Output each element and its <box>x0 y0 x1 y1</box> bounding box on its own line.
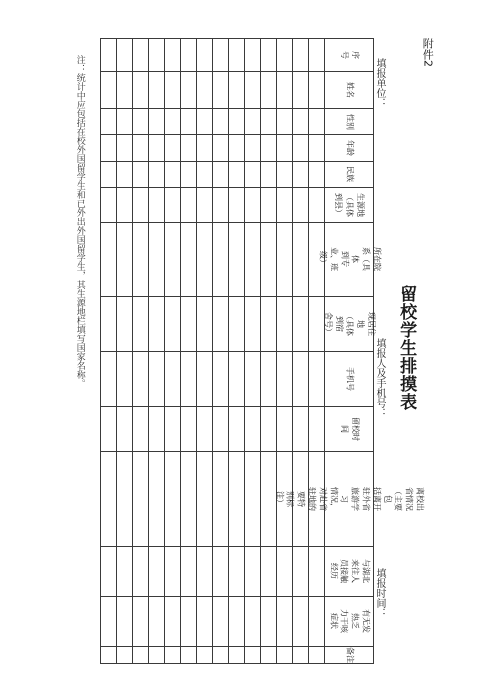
blank-entry-cell[interactable] <box>101 187 117 222</box>
blank-entry-cell[interactable] <box>165 109 181 135</box>
blank-entry-cell[interactable] <box>293 596 309 646</box>
column-header-label <box>333 193 365 217</box>
blank-entry-cell[interactable] <box>277 406 293 451</box>
blank-entry-cell[interactable] <box>149 351 165 406</box>
blank-entry-cell[interactable] <box>165 135 181 161</box>
blank-entry-cell[interactable] <box>117 546 133 596</box>
column-header-line: 与湖北来往人 <box>350 559 371 583</box>
attachment-label: 附件2 <box>421 38 435 67</box>
blank-entry-cell[interactable] <box>149 109 165 135</box>
blank-entry-cell[interactable] <box>181 222 197 296</box>
column-header-label <box>338 51 360 59</box>
blank-entry-cell[interactable] <box>213 406 229 451</box>
blank-entry-cell[interactable] <box>117 451 133 546</box>
blank-entry-cell[interactable] <box>165 596 181 646</box>
page-title: 留校学生排摸表 <box>396 285 417 411</box>
column-row <box>101 596 374 646</box>
blank-entry-cell[interactable] <box>245 109 261 135</box>
blank-entry-cell[interactable] <box>229 546 245 596</box>
column-header-label <box>344 647 355 663</box>
column-header <box>325 187 374 222</box>
fill-unit-label: 填报单位： <box>374 58 385 108</box>
blank-entry-cell[interactable] <box>101 222 117 296</box>
blank-entry-cell[interactable] <box>117 39 133 72</box>
blank-entry-cell[interactable] <box>197 161 213 187</box>
blank-entry-cell[interactable] <box>309 596 325 646</box>
column-header-line: 现居住地 <box>356 311 376 336</box>
column-header <box>325 39 374 72</box>
blank-entry-cell[interactable] <box>261 546 277 596</box>
column-header <box>275 451 425 546</box>
blank-entry-cell[interactable] <box>229 222 245 296</box>
blank-entry-cell[interactable] <box>101 296 117 351</box>
blank-entry-cell[interactable] <box>197 406 213 451</box>
blank-entry-cell[interactable] <box>261 39 277 72</box>
blank-entry-cell[interactable] <box>133 71 149 109</box>
blank-entry-cell[interactable] <box>261 187 277 222</box>
column-header <box>325 596 374 646</box>
blank-entry-cell[interactable] <box>117 596 133 646</box>
column-row <box>101 296 374 351</box>
blank-entry-cell[interactable] <box>213 109 229 135</box>
blank-entry-cell[interactable] <box>197 135 213 161</box>
blank-entry-cell[interactable] <box>133 406 149 451</box>
blank-entry-cell[interactable] <box>133 546 149 596</box>
blank-entry-cell[interactable] <box>245 351 261 406</box>
column-header <box>325 351 374 406</box>
column-header-label <box>322 312 376 336</box>
blank-entry-cell[interactable] <box>197 109 213 135</box>
column-header-line: 离校出省情况（主要包 <box>383 486 425 511</box>
column-row <box>101 39 374 72</box>
blank-entry-cell[interactable] <box>181 546 197 596</box>
column-header-line: 到县） <box>334 192 344 217</box>
blank-entry-cell[interactable] <box>309 646 325 664</box>
column-header-line: 民族 <box>345 166 355 183</box>
blank-entry-cell[interactable] <box>229 406 245 451</box>
blank-entry-cell[interactable] <box>117 161 133 187</box>
blank-entry-cell[interactable] <box>213 451 229 546</box>
blank-entry-cell[interactable] <box>277 596 293 646</box>
column-header-label <box>344 114 355 130</box>
blank-entry-cell[interactable] <box>261 161 277 187</box>
column-header-line: 号 <box>340 50 349 59</box>
blank-entry-cell[interactable] <box>133 109 149 135</box>
blank-entry-cell[interactable] <box>229 39 245 72</box>
blank-entry-cell[interactable] <box>277 109 293 135</box>
column-row <box>101 187 374 222</box>
blank-entry-cell[interactable] <box>197 222 213 296</box>
blank-entry-cell[interactable] <box>149 406 165 451</box>
blank-entry-cell[interactable] <box>261 351 277 406</box>
blank-entry-cell[interactable] <box>277 71 293 109</box>
blank-entry-cell[interactable] <box>277 351 293 406</box>
blank-entry-cell[interactable] <box>133 39 149 72</box>
blank-entry-cell[interactable] <box>181 71 197 109</box>
column-header-label <box>344 367 355 391</box>
blank-entry-cell[interactable] <box>293 161 309 187</box>
blank-entry-cell[interactable] <box>101 451 117 546</box>
blank-entry-cell[interactable] <box>181 135 197 161</box>
blank-entry-cell[interactable] <box>277 39 293 72</box>
fill-time-label: 填报时间： <box>374 568 385 618</box>
column-header-line: 括离开驻外省旅游学习 <box>340 486 382 511</box>
blank-entry-cell[interactable] <box>181 646 197 664</box>
column-header-line: 性别 <box>345 113 355 130</box>
column-row <box>101 161 374 187</box>
blank-entry-cell[interactable] <box>149 71 165 109</box>
blank-entry-cell[interactable] <box>181 351 197 406</box>
blank-entry-cell[interactable] <box>277 161 293 187</box>
blank-entry-cell[interactable] <box>213 646 229 664</box>
blank-entry-cell[interactable] <box>197 596 213 646</box>
column-row <box>101 222 374 296</box>
column-header <box>325 135 374 161</box>
blank-entry-cell[interactable] <box>229 646 245 664</box>
blank-entry-cell[interactable] <box>117 646 133 664</box>
blank-entry-cell[interactable] <box>213 187 229 222</box>
column-header-label <box>273 487 424 511</box>
blank-entry-cell[interactable] <box>293 351 309 406</box>
blank-entry-cell[interactable] <box>229 71 245 109</box>
blank-entry-cell[interactable] <box>165 187 181 222</box>
column-header-line: 舍号） <box>323 311 333 336</box>
blank-entry-cell[interactable] <box>261 596 277 646</box>
column-header <box>325 109 374 135</box>
blank-entry-cell[interactable] <box>197 39 213 72</box>
blank-entry-cell[interactable] <box>245 187 261 222</box>
blank-entry-cell[interactable] <box>309 546 325 596</box>
column-header-line: 别标注） <box>275 490 296 507</box>
blank-entry-cell[interactable] <box>293 39 309 72</box>
blank-entry-cell[interactable] <box>309 161 325 187</box>
column-header-line: 力干咳症状 <box>329 609 349 633</box>
blank-entry-cell[interactable] <box>197 187 213 222</box>
blank-entry-cell[interactable] <box>117 351 133 406</box>
blank-entry-cell[interactable] <box>277 135 293 161</box>
blank-entry-cell[interactable] <box>101 71 117 109</box>
blank-entry-cell[interactable] <box>213 71 229 109</box>
blank-entry-cell[interactable] <box>101 546 117 596</box>
column-header <box>325 161 374 187</box>
column-header <box>318 222 382 296</box>
blank-entry-cell[interactable] <box>309 351 325 406</box>
blank-entry-cell[interactable] <box>245 135 261 161</box>
blank-entry-cell[interactable] <box>149 222 165 296</box>
column-header-label <box>327 609 370 633</box>
blank-entry-cell[interactable] <box>133 135 149 161</box>
blank-entry-cell[interactable] <box>197 451 213 546</box>
blank-entry-cell[interactable] <box>117 187 133 222</box>
blank-entry-cell[interactable] <box>165 71 181 109</box>
blank-entry-cell[interactable] <box>133 187 149 222</box>
blank-entry-cell[interactable] <box>181 109 197 135</box>
blank-entry-cell[interactable] <box>293 296 309 351</box>
blank-entry-cell[interactable] <box>197 351 213 406</box>
column-row <box>101 109 374 135</box>
blank-entry-cell[interactable] <box>293 109 309 135</box>
blank-entry-cell[interactable] <box>133 596 149 646</box>
blank-entry-cell[interactable] <box>293 646 309 664</box>
blank-entry-cell[interactable] <box>309 71 325 109</box>
column-header-label <box>344 140 355 156</box>
blank-entry-cell[interactable] <box>213 222 229 296</box>
column-header-label <box>344 166 355 182</box>
blank-entry-cell[interactable] <box>261 109 277 135</box>
blank-entry-cell[interactable] <box>213 296 229 351</box>
blank-entry-cell[interactable] <box>101 351 117 406</box>
column-row <box>101 406 374 451</box>
blank-entry-cell[interactable] <box>181 451 197 546</box>
blank-entry-cell[interactable] <box>165 546 181 596</box>
column-header-line: 所在院系（具体 <box>350 247 382 272</box>
blank-entry-cell[interactable] <box>229 135 245 161</box>
column-row <box>101 71 374 109</box>
blank-entry-cell[interactable] <box>149 161 165 187</box>
blank-entry-cell[interactable] <box>229 296 245 351</box>
column-header-line: 备注 <box>345 646 355 663</box>
blank-entry-cell[interactable] <box>181 39 197 72</box>
column-row <box>101 451 374 546</box>
blank-entry-cell[interactable] <box>277 646 293 664</box>
blank-entry-cell[interactable] <box>277 187 293 222</box>
blank-entry-cell[interactable] <box>181 596 197 646</box>
blank-entry-cell[interactable] <box>181 406 197 451</box>
blank-entry-cell[interactable] <box>165 161 181 187</box>
blank-entry-cell[interactable] <box>117 71 133 109</box>
blank-entry-cell[interactable] <box>165 39 181 72</box>
blank-entry-cell[interactable] <box>117 222 133 296</box>
blank-entry-cell[interactable] <box>133 296 149 351</box>
column-header-line: （具体到宿 <box>334 311 355 336</box>
blank-entry-cell[interactable] <box>149 296 165 351</box>
blank-entry-cell[interactable] <box>261 406 277 451</box>
blank-entry-cell[interactable] <box>197 646 213 664</box>
blank-entry-cell[interactable] <box>133 451 149 546</box>
blank-entry-cell[interactable] <box>101 161 117 187</box>
blank-entry-cell[interactable] <box>133 646 149 664</box>
blank-entry-cell[interactable] <box>165 451 181 546</box>
column-header-label <box>327 559 370 583</box>
blank-entry-cell[interactable] <box>293 135 309 161</box>
column-row <box>101 546 374 596</box>
blank-entry-cell[interactable] <box>309 109 325 135</box>
column-header-line: 姓名 <box>345 81 355 98</box>
column-row <box>101 135 374 161</box>
footnote: 注：统计中应包括在校外国留学生和已外出外国留学生，其生源地栏填写国家名称。 <box>74 55 85 388</box>
column-header <box>325 296 374 351</box>
blank-entry-cell[interactable] <box>213 546 229 596</box>
blank-entry-cell[interactable] <box>245 451 261 546</box>
blank-entry-cell[interactable] <box>165 296 181 351</box>
blank-entry-cell[interactable] <box>117 406 133 451</box>
blank-entry-cell[interactable] <box>309 135 325 161</box>
column-header-label <box>317 247 382 271</box>
column-header <box>325 71 374 109</box>
blank-entry-cell[interactable] <box>117 109 133 135</box>
column-row <box>101 351 374 406</box>
blank-entry-cell[interactable] <box>229 451 245 546</box>
blank-entry-cell[interactable] <box>197 71 213 109</box>
blank-entry-cell[interactable] <box>229 109 245 135</box>
column-header-line: 年龄 <box>345 139 355 156</box>
column-header-line: 留校时间 <box>340 416 360 441</box>
blank-entry-cell[interactable] <box>245 646 261 664</box>
column-header-label <box>338 417 360 441</box>
column-header <box>325 406 374 451</box>
blank-entry-cell[interactable] <box>245 222 261 296</box>
blank-entry-cell[interactable] <box>245 161 261 187</box>
blank-entry-cell[interactable] <box>149 39 165 72</box>
blank-entry-cell[interactable] <box>229 351 245 406</box>
column-header-line: 情况，对赴省驻地的要特 <box>296 486 339 511</box>
blank-entry-cell[interactable] <box>133 161 149 187</box>
blank-entry-cell[interactable] <box>213 351 229 406</box>
blank-entry-cell[interactable] <box>277 222 293 296</box>
blank-entry-cell[interactable] <box>213 596 229 646</box>
blank-entry-cell[interactable] <box>213 135 229 161</box>
blank-entry-cell[interactable] <box>101 135 117 161</box>
column-header-line: 到专业、班级） <box>318 247 349 272</box>
column-header-line: 手机号 <box>345 366 355 391</box>
column-header-line: 生源地 <box>356 192 366 217</box>
blank-entry-cell[interactable] <box>165 351 181 406</box>
blank-entry-cell[interactable] <box>197 296 213 351</box>
column-header-line: 员接触经历 <box>329 559 349 583</box>
blank-entry-cell[interactable] <box>181 187 197 222</box>
blank-entry-cell[interactable] <box>261 222 277 296</box>
blank-entry-cell[interactable] <box>261 646 277 664</box>
fill-person-label: 填报人及手机号： <box>374 338 385 418</box>
blank-entry-cell[interactable] <box>101 596 117 646</box>
blank-entry-cell[interactable] <box>293 71 309 109</box>
blank-entry-cell[interactable] <box>149 187 165 222</box>
column-header-label <box>344 82 355 98</box>
blank-entry-cell[interactable] <box>293 187 309 222</box>
blank-entry-cell[interactable] <box>213 161 229 187</box>
column-header-line: （具体 <box>345 192 355 217</box>
blank-entry-cell[interactable] <box>149 135 165 161</box>
column-header <box>325 546 374 596</box>
blank-entry-cell[interactable] <box>309 39 325 72</box>
blank-entry-cell[interactable] <box>229 161 245 187</box>
blank-entry-cell[interactable] <box>197 546 213 596</box>
blank-entry-cell[interactable] <box>245 596 261 646</box>
blank-entry-cell[interactable] <box>181 161 197 187</box>
blank-entry-cell[interactable] <box>277 296 293 351</box>
blank-entry-cell[interactable] <box>101 646 117 664</box>
column-header <box>325 646 374 664</box>
blank-entry-cell[interactable] <box>165 222 181 296</box>
blank-entry-cell[interactable] <box>165 646 181 664</box>
blank-entry-cell[interactable] <box>149 451 165 546</box>
blank-entry-cell[interactable] <box>293 546 309 596</box>
blank-entry-cell[interactable] <box>229 596 245 646</box>
blank-entry-cell[interactable] <box>277 546 293 596</box>
blank-entry-cell[interactable] <box>245 406 261 451</box>
blank-entry-cell[interactable] <box>133 351 149 406</box>
blank-entry-cell[interactable] <box>261 71 277 109</box>
blank-entry-cell[interactable] <box>149 546 165 596</box>
blank-entry-cell[interactable] <box>245 71 261 109</box>
blank-entry-cell[interactable] <box>245 39 261 72</box>
blank-entry-cell[interactable] <box>261 296 277 351</box>
column-header-line: 有无发热乏 <box>350 609 371 633</box>
blank-entry-cell[interactable] <box>245 546 261 596</box>
column-header-line: 序 <box>350 50 360 59</box>
blank-entry-cell[interactable] <box>261 135 277 161</box>
blank-entry-cell[interactable] <box>133 222 149 296</box>
blank-entry-cell[interactable] <box>165 406 181 451</box>
blank-entry-cell[interactable] <box>117 135 133 161</box>
blank-entry-cell[interactable] <box>149 646 165 664</box>
blank-entry-cell[interactable] <box>245 296 261 351</box>
column-row <box>101 646 374 664</box>
blank-entry-cell[interactable] <box>149 596 165 646</box>
blank-entry-cell[interactable] <box>293 406 309 451</box>
blank-entry-cell[interactable] <box>293 222 309 296</box>
blank-entry-cell[interactable] <box>117 296 133 351</box>
blank-entry-cell[interactable] <box>309 187 325 222</box>
blank-entry-cell[interactable] <box>229 187 245 222</box>
blank-entry-cell[interactable] <box>101 39 117 72</box>
blank-entry-cell[interactable] <box>101 109 117 135</box>
blank-entry-cell[interactable] <box>213 39 229 72</box>
blank-entry-cell[interactable] <box>181 296 197 351</box>
blank-entry-cell[interactable] <box>309 406 325 451</box>
blank-entry-cell[interactable] <box>101 406 117 451</box>
